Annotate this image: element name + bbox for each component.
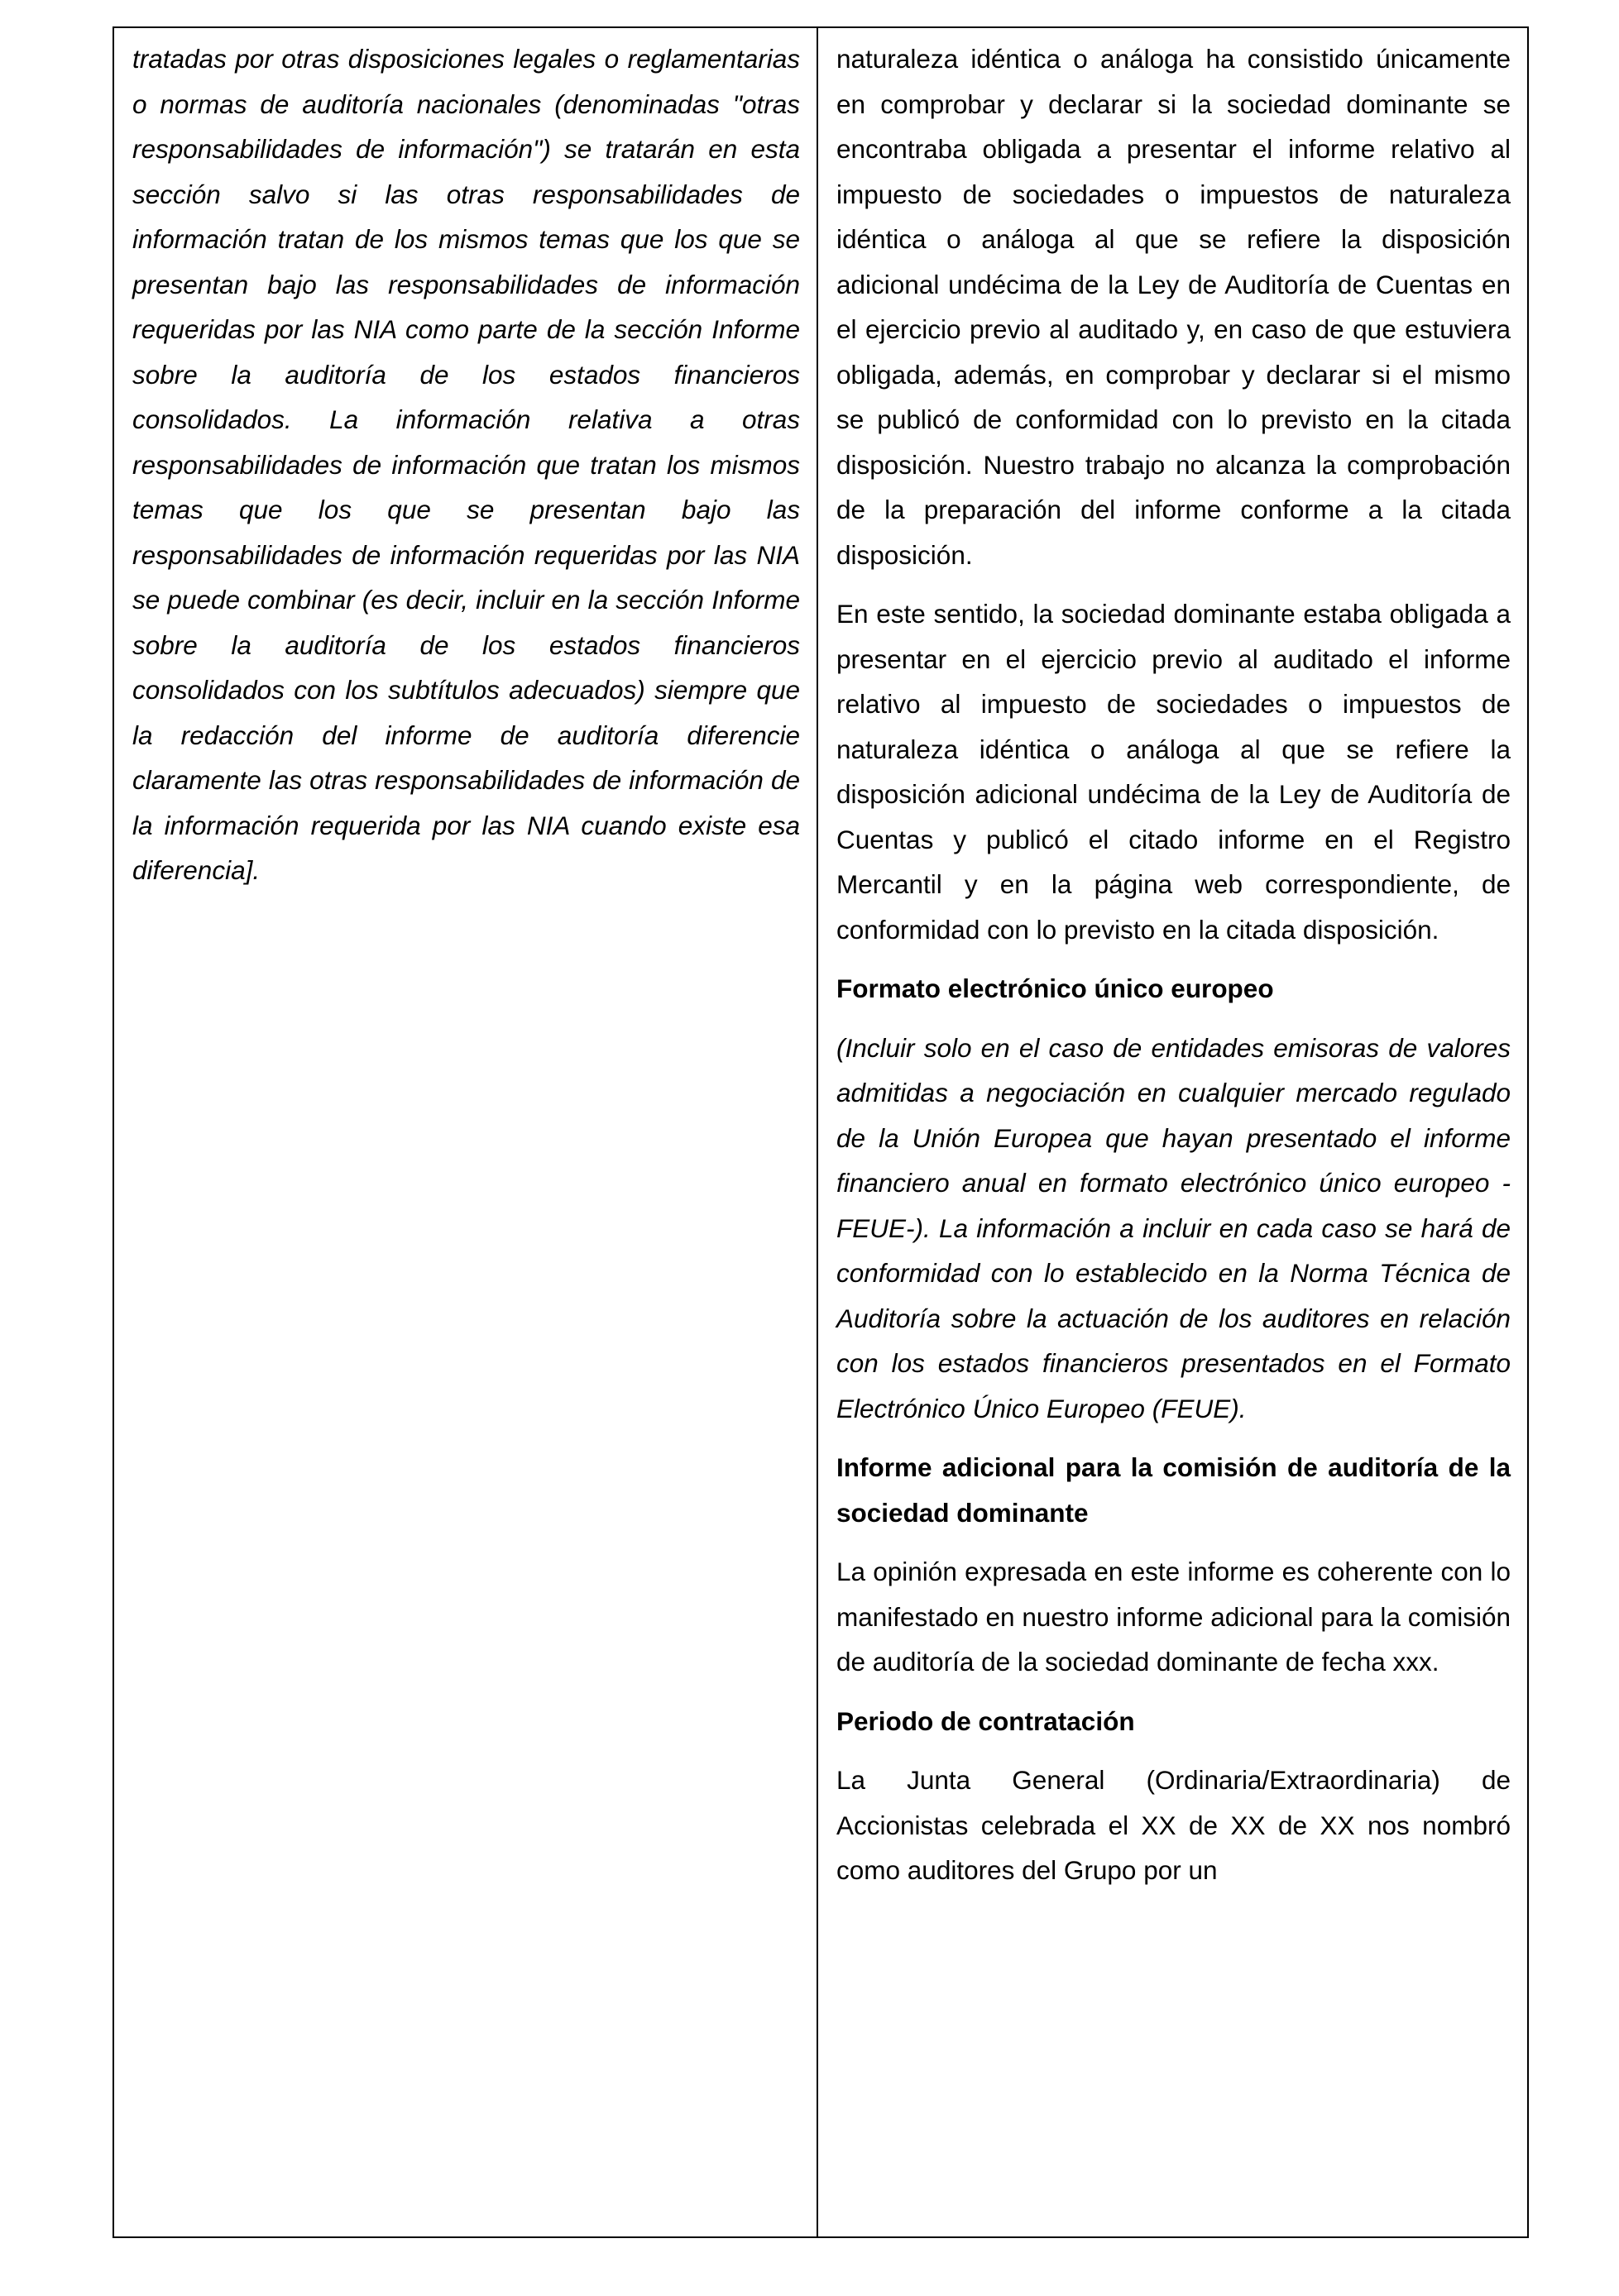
heading-feue: Formato electrónico único europeo bbox=[836, 973, 1274, 1003]
document-table bbox=[113, 26, 1529, 2238]
paragraph-engagement-period: La Junta General (Ordinaria/Extraordinaria) de Accionistas celebrada el XX de XX de XX nos nombró como auditores del Grupo por un bbox=[836, 1765, 1511, 1885]
heading-additional-report: Informe adicional para la comisión de auditoría de la sociedad dominante bbox=[836, 1452, 1511, 1528]
paragraph-feue: (Incluir solo en el caso de entidades emisoras de valores admitidas a negociación en cualquier mercado regulado de la Unión Europea que hayan presentado el informe financiero anual en formato electrónico único europeo -FEUE-). La información a incluir en cada caso se hará de conformidad con lo establecido en la Norma Técnica de Auditoría sobre la actuación de los auditores en relación con los estados financieros presentados en el Formato Electrónico Único Europeo (FEUE). bbox=[836, 1032, 1511, 1423]
heading-engagement-period: Periodo de contratación bbox=[836, 1705, 1135, 1736]
left-paragraph: tratadas por otras disposiciones legales o reglamentarias o normas de auditoría nacionales (denominadas "otras responsabilidades de información") se tratarán en esta sección salvo si las otras responsabilidades de información tratan de los mismos temas que los que se presentan bajo las responsabilidades de información requeridas por las NIA como parte de la sección Informe sobre la auditoría de los estados financieros consolidados. La información relativa a otras responsabilidades de información que tratan los mismos temas que los que se presentan bajo las responsabilidades de información requeridas por las NIA se puede combinar (es decir, incluir en la sección Informe sobre la auditoría de los estados financieros consolidados con los subtítulos adecuados) siempre que la redacción del informe de auditoría diferencie claramente las otras responsabilidades de información de la información requerida por las NIA cuando existe esa diferencia]. bbox=[132, 44, 800, 885]
paragraph-fiscal-report-obligation: En este sentido, la sociedad dominante estaba obligada a presentar en el ejercicio previo al auditado el informe relativo al impuesto de sociedades o impuestos de naturaleza idéntica o análoga al que se refiere la disposición adicional undécima de la Ley de Auditoría de Cuentas y publicó el citado informe en el Registro Mercantil y en la página web correspondiente, de conformidad con lo previsto en la citada disposición. bbox=[836, 599, 1511, 945]
right-column bbox=[818, 28, 1527, 2236]
paragraph-additional-report: La opinión expresada en este informe es coherente con lo manifestado en nuestro informe adicional para la comisión de auditoría de la sociedad dominante de fecha xxx. bbox=[836, 1557, 1511, 1677]
paragraph-fiscal-report-scope: naturaleza idéntica o análoga ha consistido únicamente en comprobar y declarar si la sociedad dominante se encontraba obligada a presentar el informe relativo al impuesto de sociedades o impuestos de naturaleza idéntica o análoga al que se refiere la disposición adicional undécima de la Ley de Auditoría de Cuentas en el ejercicio previo al auditado y, en caso de que estuviera obligada, además, en comprobar y declarar si el mismo se publicó de conformidad con lo previsto en la citada disposición. Nuestro trabajo no alcanza la comprobación de la preparación del informe conforme a la citada disposición. bbox=[836, 44, 1511, 570]
left-column bbox=[114, 28, 818, 2236]
